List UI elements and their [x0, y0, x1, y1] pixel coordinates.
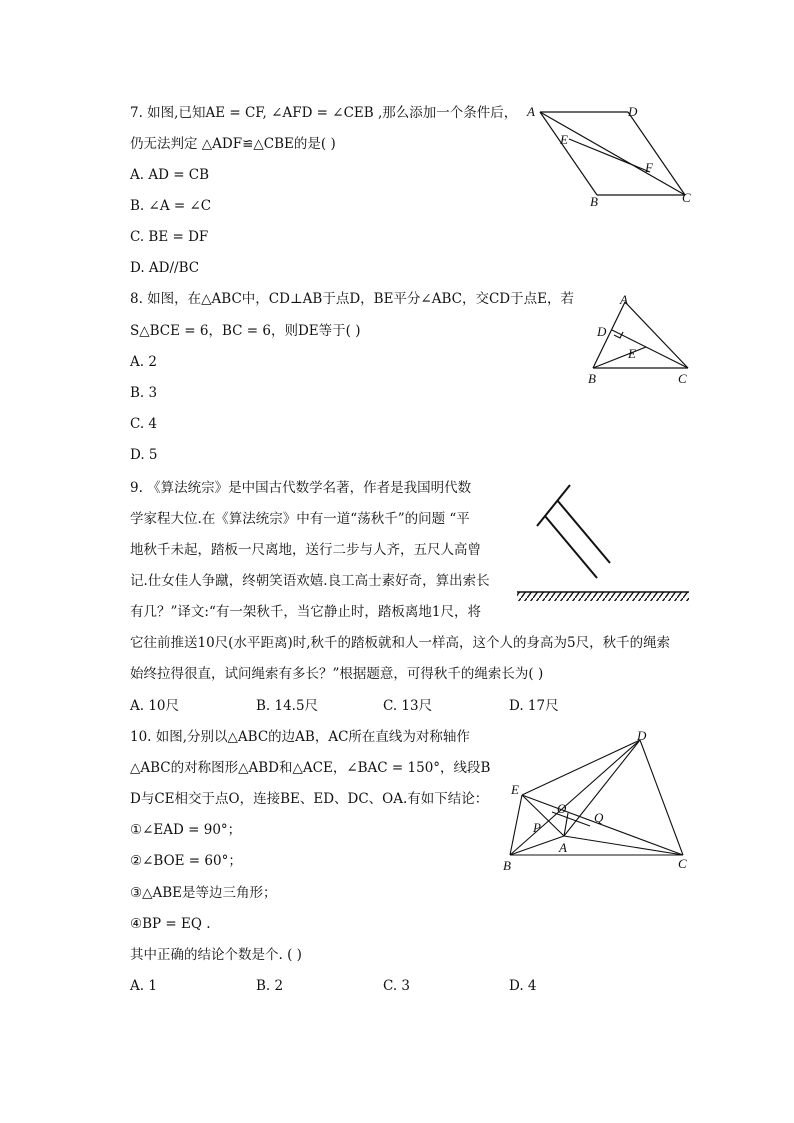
q9-swing-figure	[515, 478, 691, 608]
q9-option-d: D. 17尺	[509, 698, 559, 714]
q8-option-b: B. 3	[130, 385, 158, 401]
q10-conclusion-3: ③△ABE是等边三角形；	[130, 885, 277, 901]
q10-option-c: C. 3	[383, 978, 411, 994]
q8-label-e: E	[628, 346, 636, 361]
q10-label-a: A	[559, 840, 567, 855]
q10-conclusion-2: ②∠BOE = 60°；	[130, 853, 242, 869]
q7-label-e: E	[560, 132, 568, 147]
q9-option-a: A. 10尺	[130, 698, 180, 714]
q10-label-q: Q	[594, 810, 604, 825]
q7-label-f: F	[645, 160, 653, 175]
q8-label-c: C	[678, 371, 687, 386]
q8-stem-line-2: S△BCE = 6，BC = 6，则DE等于( )	[130, 323, 361, 339]
q9-swing-beam	[537, 485, 570, 526]
q10-seg-ba	[510, 836, 564, 855]
q10-option-d: D. 4	[509, 978, 537, 994]
q7-label-b: B	[590, 194, 598, 209]
q9-stem-line-7: 始终拉得很直，试问绳索有多长？”根据题意，可得秋千的绳索长为( )	[130, 666, 544, 682]
q10-label-o: O	[557, 801, 567, 816]
q8-label-a: A	[620, 292, 628, 307]
q9-stem-line-2: 学家程大位.在《算法统宗》中有一道“荡秋千”的问题 “平	[130, 511, 470, 527]
q10-seg-dc	[640, 740, 683, 855]
q8-option-a: A. 2	[130, 354, 157, 370]
q7-option-d: D. AD//BC	[130, 260, 200, 276]
q9-stem-line-1: 9. 《算法统宗》是中国古代数学名著，作者是我国明代数	[130, 480, 472, 496]
q10-question: 其中正确的结论个数是个. ( )	[130, 947, 302, 963]
q9-option-c: C. 13尺	[383, 698, 433, 714]
q7-option-b: B. ∠A = ∠C	[130, 198, 212, 214]
q9-ground-hatching	[517, 592, 689, 601]
q10-stem-line-2: △ABC的对称图形△ABD和△ACE，∠BAC = 150°，线段B	[130, 760, 491, 776]
q8-seg-cd	[612, 330, 688, 368]
q7-label-c: C	[682, 190, 691, 205]
q9-stem-line-5: 有几？”译文:“有一架秋千，当它静止时，踏板离地1尺，将	[130, 604, 481, 620]
q10-seg-ed	[522, 740, 640, 795]
q9-stem-line-4: 记.仕女佳人争蹴，终朝笑语欢嬉.良工高士素好奇，算出索长	[130, 573, 490, 589]
q7-seg-ef	[569, 139, 650, 172]
q7-seg-dc	[628, 112, 685, 195]
q10-stem-line-1: 10. 如图,分别以△ABC的边AB，AC所在直线为对称轴作	[130, 729, 470, 745]
q8-stem-line-1: 8. 如图，在△ABC中，CD⊥AB于点D，BE平分∠ABC，交CD于点E，若	[130, 291, 574, 307]
q9-swing-rope-2	[545, 516, 597, 578]
q8-label-d: D	[597, 324, 607, 339]
q10-label-e: E	[511, 782, 519, 797]
q10-option-a: A. 1	[130, 978, 157, 994]
q8-seg-be	[593, 347, 646, 368]
q10-conclusion-4: ④BP = EQ .	[130, 916, 211, 932]
q7-seg-ac	[540, 112, 685, 195]
q10-stem-line-3: D与CE相交于点O，连接BE、ED、DC、OA.有如下结论：	[130, 791, 489, 807]
q7-stem-line-2: 仍无法判定 △ADF≌△CBE的是( )	[130, 136, 336, 152]
q9-option-b: B. 14.5尺	[256, 698, 319, 714]
q7-label-a: A	[527, 104, 535, 119]
q7-stem-line-1: 7. 如图,已知AE = CF, ∠AFD = ∠CEB ,那么添加一个条件后，	[130, 105, 518, 121]
q7-option-c: C. BE = DF	[130, 229, 209, 245]
q7-figure	[520, 100, 700, 210]
q10-label-c: C	[678, 856, 687, 871]
q10-label-d: D	[637, 728, 647, 743]
q9-stem-line-3: 地秋千未起，踏板一尺离地，送行二步与人齐，五尺人高曾	[130, 542, 481, 558]
q10-seg-ac	[564, 836, 683, 855]
q10-option-b: B. 2	[256, 978, 284, 994]
q8-option-d: D. 5	[130, 447, 158, 463]
q9-swing-rope-1	[557, 500, 610, 563]
q7-label-d: D	[628, 104, 638, 119]
q8-label-b: B	[588, 371, 596, 386]
q10-figure	[500, 728, 700, 873]
q9-stem-line-6: 它往前推送10尺(水平距离)时,秋千的踏板就和人一样高，这个人的身高为5尺，秋千的绳索	[130, 635, 671, 651]
q10-label-p: P	[533, 820, 541, 835]
q10-label-b: B	[503, 858, 511, 873]
q7-option-a: A. AD = CB	[130, 167, 210, 183]
q8-option-c: C. 4	[130, 416, 158, 432]
q10-seg-ec	[522, 795, 683, 855]
q8-figure	[585, 290, 695, 390]
q10-conclusion-1: ①∠EAD = 90°；	[130, 822, 242, 838]
q7-seg-ab	[540, 112, 597, 195]
